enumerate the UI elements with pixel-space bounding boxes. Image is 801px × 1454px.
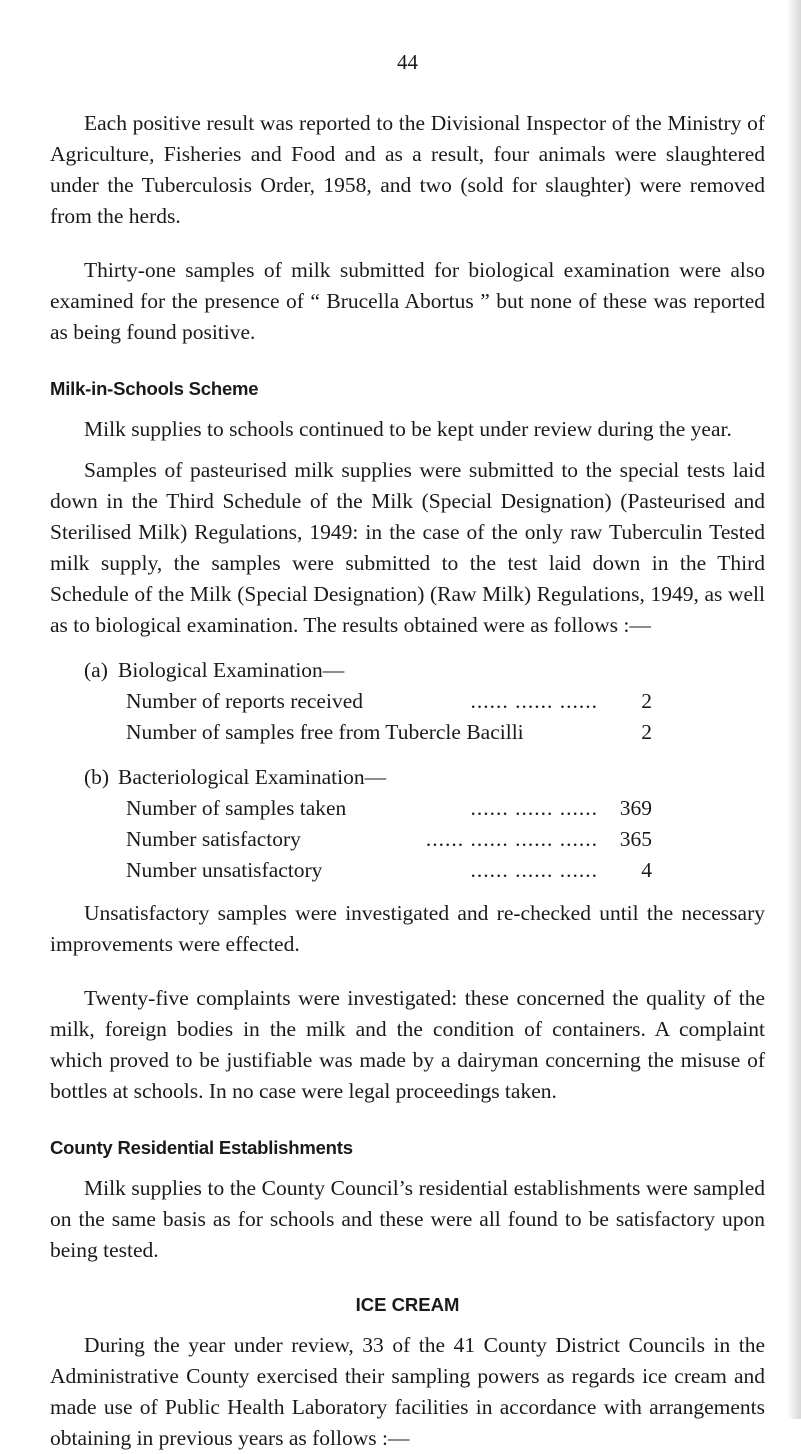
- row-label: Number of reports received: [126, 689, 363, 713]
- biological-title: Biological Examination—: [118, 658, 345, 682]
- heading-county-residential: County Residential Establishments: [50, 1137, 353, 1158]
- paragraph-ice-cream-sampling: During the year under review, 33 of the 41 County District Councils in the Administrative County exercised their sampling powers as regards ice cream and made use of Public Health Laboratory facilities in accordance with arrangements obtaining in previous years as follows :—: [50, 1333, 765, 1450]
- row-label: Number of samples taken: [126, 796, 347, 820]
- row-value: 2: [641, 720, 652, 744]
- row-leader-dots: ...... ...... ......: [470, 689, 598, 713]
- results-row: [126, 855, 652, 886]
- bacteriological-tag: (b): [84, 765, 110, 789]
- row-label: Number satisfactory: [126, 827, 301, 851]
- biological-heading: [84, 655, 765, 686]
- page-edge-shadow: [787, 0, 801, 1419]
- row-value: 365: [619, 827, 652, 851]
- paragraph-school-supplies: Milk supplies to schools continued to be kept under review during the year.: [84, 417, 732, 441]
- paragraph-pasteurised-samples: Samples of pasteurised milk supplies were submitted to the special tests laid down in the Third Schedule of the Milk (Special Designation) (Pasteurised and Sterilised Milk) Regulations, 1949: in the case of the only raw Tuberculin Tested milk supply, the samples were submitted to the test laid down in the Third Schedule of the Milk (Special Designation) (Raw Milk) Regulations, 1949, as well as to biological examination. The results obtained were as follows :—: [50, 458, 765, 637]
- paragraph-brucella: Thirty-one samples of milk submitted for biological examination were also examined for the presence of “ Brucella Abortus ” but none of these was reported as being found positive.: [50, 258, 765, 344]
- page-number: 44: [397, 50, 418, 74]
- bacteriological-heading: [84, 762, 765, 793]
- results-row: [126, 717, 652, 748]
- document-page: [50, 0, 765, 1454]
- heading-milk-in-schools: Milk-in-Schools Scheme: [50, 378, 259, 399]
- row-leader-dots: ...... ...... ...... ......: [425, 827, 598, 851]
- results-row: [126, 686, 652, 717]
- biological-tag: (a): [84, 658, 108, 682]
- row-value: 2: [641, 689, 652, 713]
- heading-ice-cream: ICE CREAM: [355, 1294, 460, 1315]
- bacteriological-title: Bacteriological Examination—: [118, 765, 387, 789]
- row-label: Number unsatisfactory: [126, 858, 323, 882]
- row-value: 4: [641, 858, 652, 882]
- row-label: Number of samples free from Tubercle Bacilli: [126, 720, 524, 744]
- paragraph-residential-supplies: Milk supplies to the County Council’s residential establishments were sampled on the same basis as for schools and these were all found to be satisfactory upon being tested.: [50, 1176, 765, 1262]
- paragraph-complaints: Twenty-five complaints were investigated: these concerned the quality of the milk, foreign bodies in the milk and the condition of containers. A complaint which proved to be justifiable was made by a dairyman concerning the misuse of bottles at schools. In no case were legal proceedings taken.: [50, 986, 765, 1103]
- results-row: [126, 824, 652, 855]
- row-leader-dots: ...... ...... ......: [470, 796, 598, 820]
- paragraph-positive-results: Each positive result was reported to the Divisional Inspector of the Ministry of Agriculture, Fisheries and Food and as a result, four animals were slaughtered under the Tuberculosis Order, 1958, and two (sold for slaughter) were removed from the herds.: [50, 111, 765, 228]
- results-row: [126, 793, 652, 824]
- paragraph-unsatisfactory: Unsatisfactory samples were investigated and re-checked until the necessary improvements were effected.: [50, 901, 765, 956]
- row-leader-dots: ...... ...... ......: [470, 858, 598, 882]
- row-value: 369: [619, 796, 652, 820]
